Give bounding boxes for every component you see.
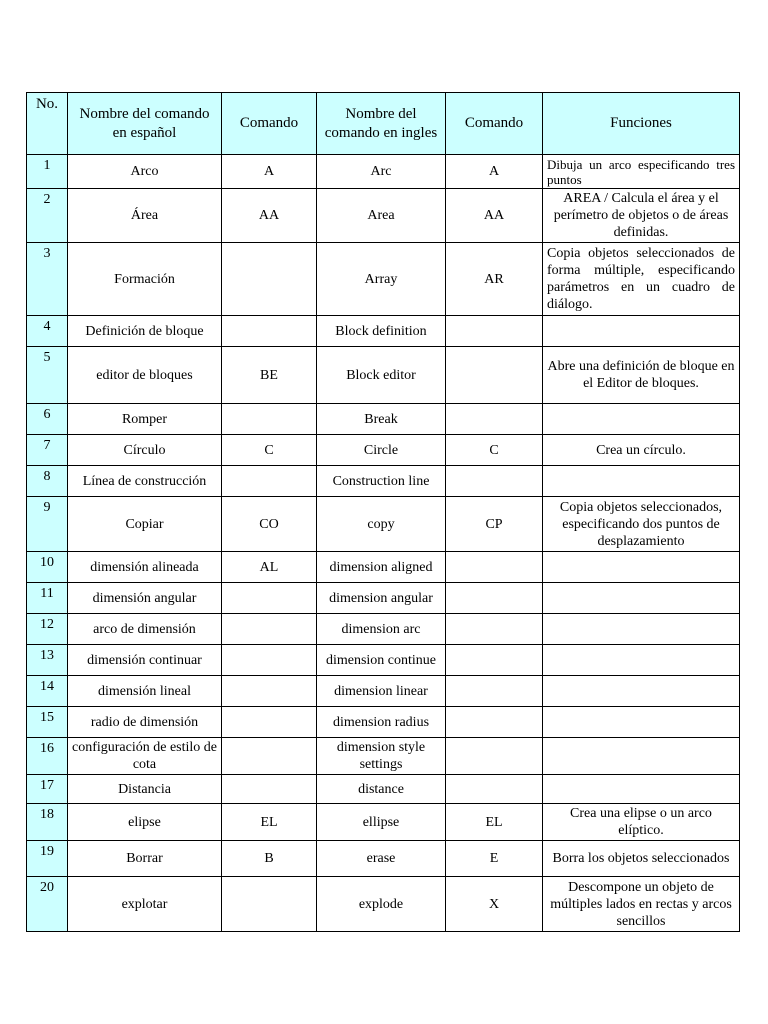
spanish-command: A [222, 155, 317, 189]
function-description: AREA / Calcula el área y el perímetro de objetos o de áreas definidas. [543, 189, 740, 243]
function-description: Abre una definición de bloque en el Editor de bloques. [543, 347, 740, 404]
table-row [27, 347, 740, 404]
row-number: 19 [27, 841, 68, 877]
english-command: A [446, 155, 543, 189]
row-number: 18 [27, 804, 68, 841]
english-name: copy [317, 497, 446, 552]
table-row [27, 775, 740, 804]
english-command [446, 466, 543, 497]
row-number: 15 [27, 707, 68, 738]
english-command: E [446, 841, 543, 877]
english-command: C [446, 435, 543, 466]
table-row [27, 841, 740, 877]
english-name: Block editor [317, 347, 446, 404]
spanish-command: CO [222, 497, 317, 552]
spanish-command [222, 614, 317, 645]
row-number: 5 [27, 347, 68, 404]
english-command [446, 347, 543, 404]
function-description [543, 614, 740, 645]
english-name: Array [317, 243, 446, 316]
header-comando-espanol: Comando [222, 93, 317, 155]
function-description: Dibuja un arco especificando tres puntos [543, 155, 740, 189]
table-row [27, 155, 740, 189]
spanish-command [222, 404, 317, 435]
english-name: dimension continue [317, 645, 446, 676]
spanish-command [222, 466, 317, 497]
header-funciones: Funciones [543, 93, 740, 155]
row-number: 4 [27, 316, 68, 347]
table-row [27, 243, 740, 316]
english-name: dimension arc [317, 614, 446, 645]
spanish-command: AA [222, 189, 317, 243]
spanish-name: Línea de construcción [68, 466, 222, 497]
english-command [446, 614, 543, 645]
spanish-command: B [222, 841, 317, 877]
row-number: 12 [27, 614, 68, 645]
english-command [446, 583, 543, 614]
function-description [543, 466, 740, 497]
english-command [446, 738, 543, 775]
header-nombre-ingles: Nombre del comando en ingles [317, 93, 446, 155]
table-row [27, 877, 740, 932]
english-name: dimension linear [317, 676, 446, 707]
english-name: distance [317, 775, 446, 804]
english-name: Block definition [317, 316, 446, 347]
function-description [543, 404, 740, 435]
spanish-name: dimensión lineal [68, 676, 222, 707]
english-command [446, 775, 543, 804]
spanish-name: elipse [68, 804, 222, 841]
table-row [27, 676, 740, 707]
row-number: 20 [27, 877, 68, 932]
english-name: explode [317, 877, 446, 932]
spanish-command [222, 583, 317, 614]
english-name: erase [317, 841, 446, 877]
spanish-command: BE [222, 347, 317, 404]
spanish-name: Área [68, 189, 222, 243]
header-row [27, 93, 740, 155]
spanish-name: explotar [68, 877, 222, 932]
spanish-command [222, 316, 317, 347]
function-description [543, 738, 740, 775]
spanish-name: configuración de estilo de cota [68, 738, 222, 775]
function-description [543, 775, 740, 804]
english-command [446, 645, 543, 676]
english-command: AR [446, 243, 543, 316]
spanish-name: editor de bloques [68, 347, 222, 404]
function-description: Descompone un objeto de múltiples lados en rectas y arcos sencillos [543, 877, 740, 932]
table-row [27, 552, 740, 583]
table-row [27, 707, 740, 738]
english-command [446, 707, 543, 738]
english-command [446, 676, 543, 707]
table-row [27, 466, 740, 497]
spanish-name: Romper [68, 404, 222, 435]
header-no: No. [27, 93, 68, 155]
row-number: 11 [27, 583, 68, 614]
function-description [543, 316, 740, 347]
spanish-name: Borrar [68, 841, 222, 877]
english-command: CP [446, 497, 543, 552]
function-description [543, 707, 740, 738]
english-name: Construction line [317, 466, 446, 497]
spanish-name: dimensión continuar [68, 645, 222, 676]
spanish-command [222, 877, 317, 932]
english-command [446, 552, 543, 583]
spanish-name: dimensión angular [68, 583, 222, 614]
spanish-name: Definición de bloque [68, 316, 222, 347]
row-number: 6 [27, 404, 68, 435]
table-row [27, 497, 740, 552]
spanish-command: EL [222, 804, 317, 841]
english-name: dimension radius [317, 707, 446, 738]
function-description: Copia objetos seleccionados, especificando dos puntos de desplazamiento [543, 497, 740, 552]
spanish-name: Círculo [68, 435, 222, 466]
row-number: 8 [27, 466, 68, 497]
header-comando-ingles: Comando [446, 93, 543, 155]
row-number: 17 [27, 775, 68, 804]
english-name: dimension angular [317, 583, 446, 614]
function-description: Crea una elipse o un arco elíptico. [543, 804, 740, 841]
function-description [543, 676, 740, 707]
spanish-name: Copiar [68, 497, 222, 552]
spanish-command [222, 676, 317, 707]
function-description [543, 552, 740, 583]
spanish-command: AL [222, 552, 317, 583]
row-number: 10 [27, 552, 68, 583]
english-command [446, 404, 543, 435]
spanish-name: dimensión alineada [68, 552, 222, 583]
spanish-name: Formación [68, 243, 222, 316]
spanish-command [222, 645, 317, 676]
spanish-command [222, 775, 317, 804]
spanish-name: Arco [68, 155, 222, 189]
spanish-command [222, 738, 317, 775]
row-number: 14 [27, 676, 68, 707]
row-number: 16 [27, 738, 68, 775]
table-row [27, 404, 740, 435]
table-row [27, 645, 740, 676]
header-nombre-espanol: Nombre del comando en español [68, 93, 222, 155]
function-description [543, 645, 740, 676]
spanish-name: Distancia [68, 775, 222, 804]
english-name: Break [317, 404, 446, 435]
row-number: 1 [27, 155, 68, 189]
english-name: ellipse [317, 804, 446, 841]
spanish-name: arco de dimensión [68, 614, 222, 645]
spanish-command [222, 243, 317, 316]
english-name: Arc [317, 155, 446, 189]
spanish-name: radio de dimensión [68, 707, 222, 738]
table-row [27, 189, 740, 243]
spanish-command: C [222, 435, 317, 466]
function-description: Copia objetos seleccionados de forma múltiple, especificando parámetros en un cuadro de diálogo. [543, 243, 740, 316]
english-command [446, 316, 543, 347]
row-number: 3 [27, 243, 68, 316]
english-command: X [446, 877, 543, 932]
table-row [27, 738, 740, 775]
english-command: AA [446, 189, 543, 243]
row-number: 2 [27, 189, 68, 243]
spanish-command [222, 707, 317, 738]
function-description: Borra los objetos seleccionados [543, 841, 740, 877]
row-number: 13 [27, 645, 68, 676]
function-description [543, 583, 740, 614]
table-row [27, 583, 740, 614]
commands-table [26, 92, 740, 932]
table-row [27, 804, 740, 841]
row-number: 9 [27, 497, 68, 552]
table-row [27, 614, 740, 645]
table-row [27, 435, 740, 466]
table-row [27, 316, 740, 347]
english-command: EL [446, 804, 543, 841]
english-name: Area [317, 189, 446, 243]
english-name: dimension aligned [317, 552, 446, 583]
row-number: 7 [27, 435, 68, 466]
english-name: dimension style settings [317, 738, 446, 775]
function-description: Crea un círculo. [543, 435, 740, 466]
english-name: Circle [317, 435, 446, 466]
